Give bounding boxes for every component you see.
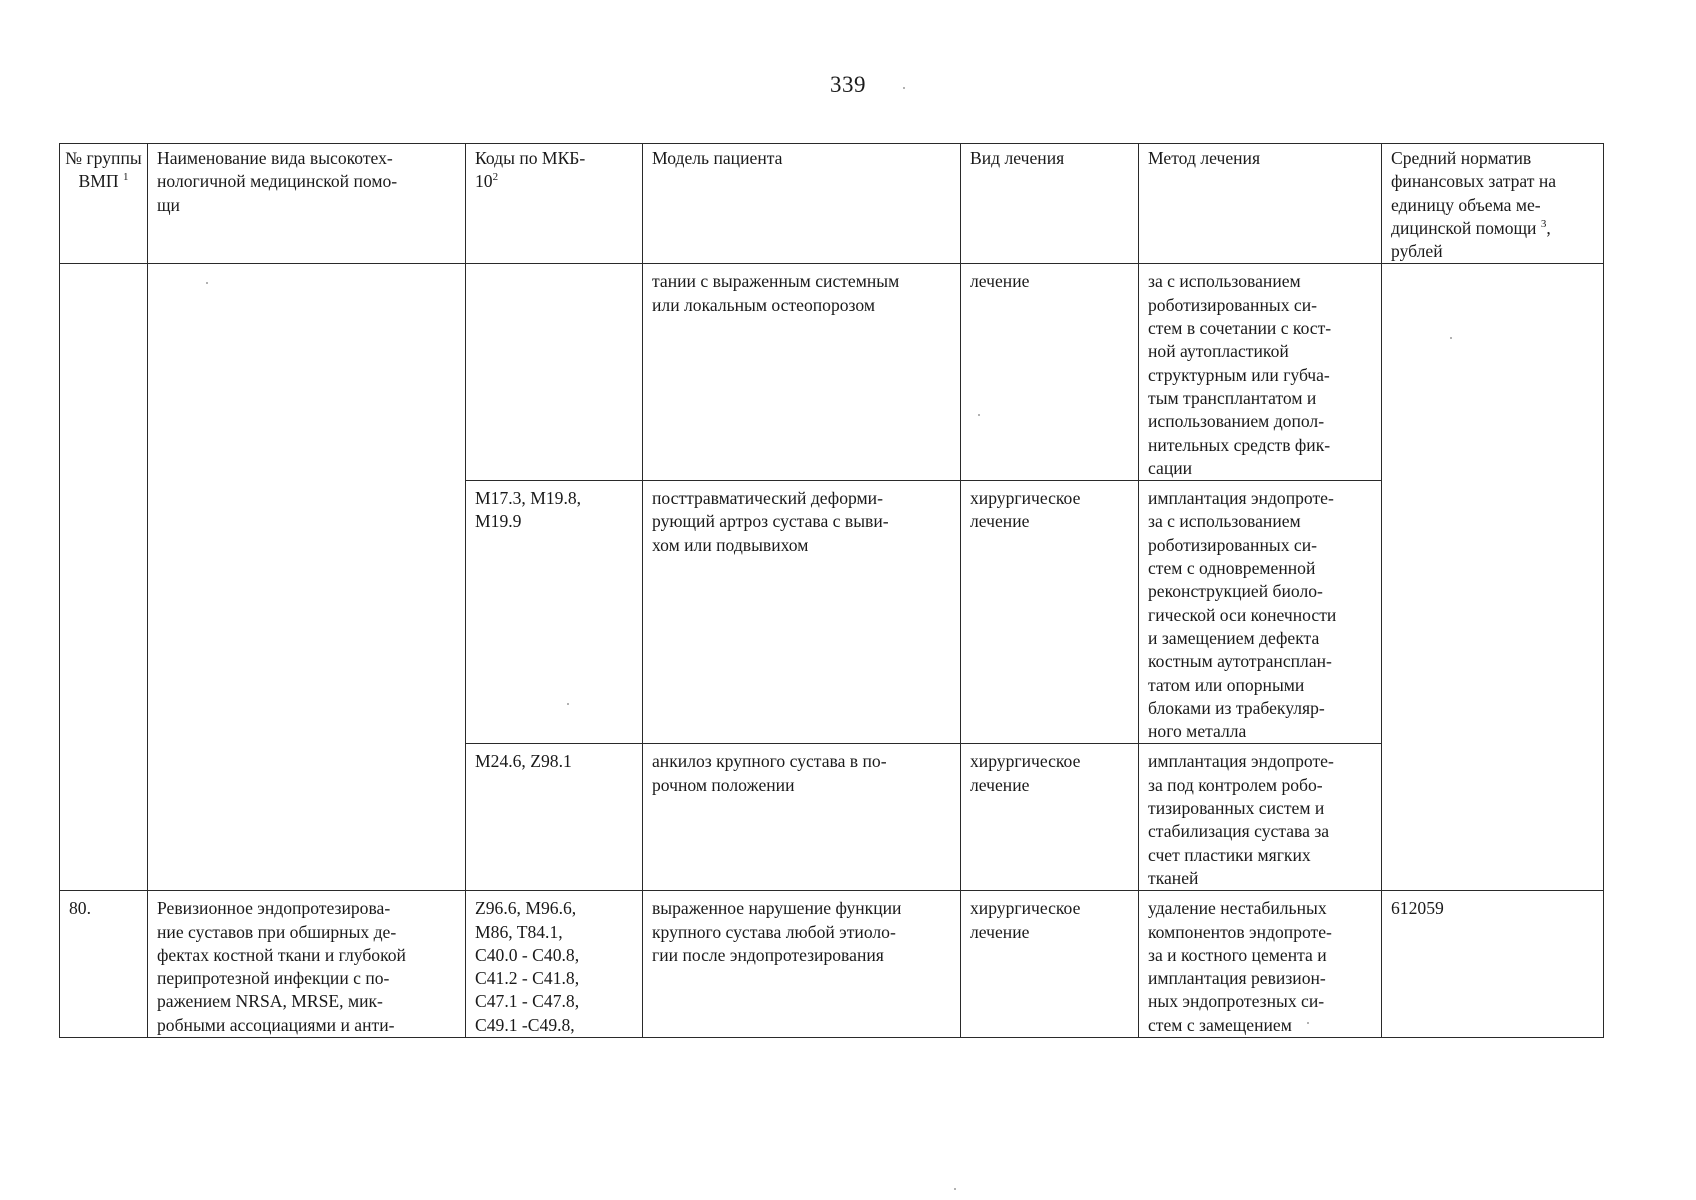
- scan-speck: [206, 282, 208, 284]
- scan-speck: [1450, 337, 1452, 339]
- cell-care-type-name: [148, 264, 466, 891]
- header-patient-model: Модель пациента: [643, 144, 961, 264]
- footnote-3: 3: [1540, 217, 1547, 230]
- scan-speck: [567, 703, 569, 705]
- cell-icd-codes: Z96.6, M96.6, M86, T84.1, C40.0 - C40.8, C41.2 - C41.8, C47.1 - C47.8, C49.1 -C49.8,: [466, 891, 643, 1038]
- cell-average-cost: [1382, 264, 1604, 891]
- scan-speck: [954, 1188, 956, 1190]
- cell-treatment-type: хирургическое лечение: [961, 891, 1139, 1038]
- header-treatment-type: Вид лечения: [961, 144, 1139, 264]
- medical-care-table: [59, 143, 1604, 1038]
- footnote-1: 1: [123, 171, 129, 184]
- table-row: [60, 891, 1604, 1038]
- table-header-row: [60, 144, 1604, 264]
- cell-treatment-type: хирургическое лечение: [961, 481, 1139, 744]
- cell-patient-model: выраженное нарушение функции крупного сустава любой этиоло- гии после эндопротезирования: [643, 891, 961, 1038]
- cell-patient-model: тании с выраженным системным или локальным остеопорозом: [643, 264, 961, 481]
- scan-speck: [1307, 1022, 1309, 1024]
- cell-treatment-method: имплантация эндопроте- за с использованием роботизированных си- стем с одновременной реконструкцией биоло- гической оси конечности и замещением дефекта костным аутотрансплан- татом или опорными блоками из трабекуляр- ного металла: [1139, 481, 1382, 744]
- header-average-cost: Средний норматив финансовых затрат на единицу объема ме- дицинской помощи $^3$, рублей: [1382, 144, 1604, 264]
- cell-treatment-method: имплантация эндопроте- за под контролем робо- тизированных систем и стабилизация сустава за счет пластики мягких тканей: [1139, 744, 1382, 891]
- header-treatment-method: Метод лечения: [1139, 144, 1382, 264]
- cell-group-number: 80.: [60, 891, 148, 1038]
- header-icd-codes: Коды по МКБ- $10^2$: [466, 144, 643, 264]
- scan-speck: [903, 87, 905, 89]
- cell-care-type-name: Ревизионное эндопротезирова- ние суставов при обширных де- фектах костной ткани и глубокой перипротезной инфекции с по- ражением NRSA, MRSE, мик- робными ассоциациями и анти-: [148, 891, 466, 1038]
- cell-icd-codes: [466, 264, 643, 481]
- cell-treatment-type: лечение: [961, 264, 1139, 481]
- cell-treatment-type: хирургическое лечение: [961, 744, 1139, 891]
- table-row: [60, 264, 1604, 481]
- page-number: 339: [830, 72, 866, 97]
- cell-icd-codes: M24.6, Z98.1: [466, 744, 643, 891]
- cell-icd-codes: M17.3, M19.8, M19.9: [466, 481, 643, 744]
- scan-speck: [978, 414, 980, 416]
- cell-group-number: [60, 264, 148, 891]
- header-group-number: № группы ВМП $^1$: [60, 144, 148, 264]
- cell-patient-model: посттравматический деформи- рующий артроз сустава с выви- хом или подвывихом: [643, 481, 961, 744]
- cell-treatment-method: удаление нестабильных компонентов эндопроте- за и костного цемента и имплантация ревизион- ных эндопротезных си- стем с замещением: [1139, 891, 1382, 1038]
- cell-treatment-method: за с использованием роботизированных си- стем в сочетании с кост- ной аутопластикой структурным или губча- тым трансплантатом и использованием допол- нительных средств фик- сации: [1139, 264, 1382, 481]
- header-care-type-name: Наименование вида высокотех- нологичной медицинской помо- щи: [148, 144, 466, 264]
- cell-average-cost: 612059: [1382, 891, 1604, 1038]
- footnote-2: 2: [492, 171, 499, 184]
- cell-patient-model: анкилоз крупного сустава в по- рочном положении: [643, 744, 961, 891]
